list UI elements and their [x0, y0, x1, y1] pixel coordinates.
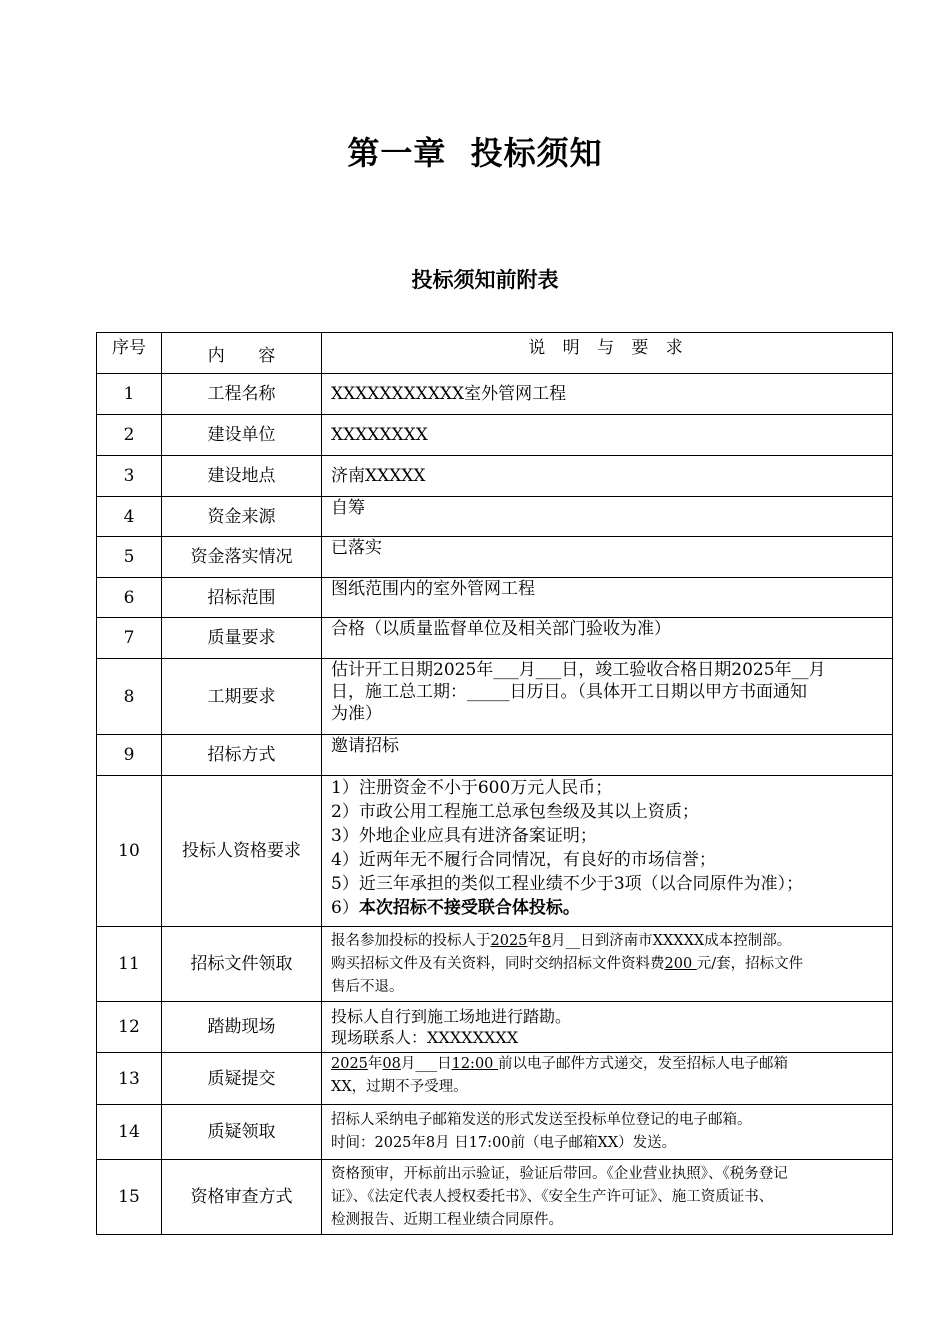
row-desc: XXXXXXXX — [322, 415, 893, 456]
row-no: 3 — [97, 456, 162, 497]
desc-line: 投标人自行到施工场地进行踏勘。 — [331, 1007, 572, 1026]
table-row — [97, 659, 893, 735]
table-row — [97, 1105, 893, 1160]
row-desc: 合格（以质量监督单位及相关部门验收为准） — [322, 618, 893, 659]
desc-text: 购买招标文件及有关资料，同时交纳招标文件资料费 — [331, 955, 665, 972]
row-item: 招标方式 — [162, 735, 322, 776]
row-item: 资金落实情况 — [162, 537, 322, 578]
desc-underline: 2025 — [490, 932, 528, 949]
row-desc — [322, 776, 893, 927]
row-no: 6 — [97, 578, 162, 618]
table-row — [97, 456, 893, 497]
desc-line: 现场联系人：XXXXXXXX — [331, 1028, 519, 1047]
row-desc — [322, 1160, 893, 1235]
row-desc — [322, 1105, 893, 1160]
desc-bold-prefix: 6） — [331, 898, 359, 918]
desc-line: 3）外地企业应具有进济备案证明； — [331, 826, 597, 846]
desc-text: 报名参加投标的投标人于 — [331, 932, 491, 949]
row-desc: 自筹 — [322, 497, 893, 537]
desc-underline: 8 — [541, 932, 552, 949]
desc-line: 售后不退。 — [331, 978, 404, 995]
row-item: 质量要求 — [162, 618, 322, 659]
row-no: 12 — [97, 1002, 162, 1053]
desc-bold-text: 本次招标不接受联合体投标。 — [358, 898, 580, 918]
desc-line — [331, 953, 886, 976]
table-row — [97, 578, 893, 618]
desc-text: 年 — [527, 932, 542, 949]
table-header-row — [97, 333, 893, 374]
row-item: 工期要求 — [162, 659, 322, 735]
row-item: 工程名称 — [162, 374, 322, 415]
row-item: 资金来源 — [162, 497, 322, 537]
desc-line: 招标人采纳电子邮箱发送的形式发送至投标单位登记的电子邮箱。 — [331, 1112, 752, 1128]
row-desc — [322, 1053, 893, 1105]
desc-line: 2）市政公用工程施工总承包叁级及其以上资质； — [331, 802, 699, 822]
row-item: 建设地点 — [162, 456, 322, 497]
header-item — [162, 333, 322, 374]
table-row — [97, 374, 893, 415]
desc-underline: 12:00 — [451, 1056, 499, 1072]
row-no: 1 — [97, 374, 162, 415]
row-desc: XXXXXXXXXXX室外管网工程 — [322, 374, 893, 415]
header-desc: 说 明 与 要 求 — [322, 333, 893, 374]
desc-line — [331, 896, 886, 920]
table-row — [97, 735, 893, 776]
desc-line: 日，施工总工期：_____日历日。（具体开工日期以甲方书面通知 — [331, 682, 807, 702]
row-no: 4 — [97, 497, 162, 537]
desc-line: 资格预审，开标前出示验证，验证后带回。《企业营业执照》、《税务登记 — [331, 1165, 788, 1182]
table-row — [97, 618, 893, 659]
row-desc: 济南XXXXX — [322, 456, 893, 497]
row-no: 14 — [97, 1105, 162, 1160]
table-row — [97, 776, 893, 927]
header-no: 序号 — [97, 333, 162, 374]
row-no: 9 — [97, 735, 162, 776]
desc-text: 元/套，招标文件 — [696, 955, 804, 972]
header-item-text: 内 容 — [207, 346, 290, 366]
desc-line: 估计开工日期2025年___月___日，竣工验收合格日期2025年__月 — [331, 660, 826, 680]
row-desc — [322, 927, 893, 1002]
desc-line — [331, 1053, 886, 1076]
row-item: 资格审查方式 — [162, 1160, 322, 1235]
table-row — [97, 1002, 893, 1053]
table-row — [97, 415, 893, 456]
desc-line: 证》、《法定代表人授权委托书》、《安全生产许可证》、施工资质证书、 — [331, 1188, 774, 1205]
desc-underline: 08 — [382, 1056, 401, 1072]
row-desc: 邀请招标 — [322, 735, 893, 776]
desc-line: XX，过期不予受理。 — [331, 1079, 468, 1095]
row-item: 投标人资格要求 — [162, 776, 322, 927]
row-item: 质疑提交 — [162, 1053, 322, 1105]
desc-line: 为准） — [331, 704, 382, 724]
row-no: 7 — [97, 618, 162, 659]
table-row — [97, 497, 893, 537]
row-no: 13 — [97, 1053, 162, 1105]
row-no: 10 — [97, 776, 162, 927]
row-desc: 已落实 — [322, 537, 893, 578]
table-row — [97, 1053, 893, 1105]
row-item: 招标范围 — [162, 578, 322, 618]
row-no: 8 — [97, 659, 162, 735]
desc-text: 前以电子邮件方式递交，发至招标人电子邮箱 — [498, 1056, 789, 1072]
desc-underline: 200 — [664, 955, 697, 972]
desc-text: 年 — [367, 1056, 383, 1072]
table-row — [97, 927, 893, 1002]
row-item: 招标文件领取 — [162, 927, 322, 1002]
desc-line: 检测报告、近期工程业绩合同原件。 — [331, 1211, 563, 1228]
row-desc: 图纸范围内的室外管网工程 — [322, 578, 893, 618]
row-desc — [322, 659, 893, 735]
desc-line — [331, 930, 886, 953]
desc-line: 4）近两年无不履行合同情况，有良好的市场信誉； — [331, 850, 716, 870]
desc-line: 5）近三年承担的类似工程业绩不少于3项（以合同原件为准）； — [331, 874, 804, 894]
table-title: 投标须知前附表 — [411, 268, 559, 292]
row-item: 踏勘现场 — [162, 1002, 322, 1053]
row-no: 11 — [97, 927, 162, 1002]
row-no: 15 — [97, 1160, 162, 1235]
desc-line: 1）注册资金不小于600万元人民币； — [331, 778, 613, 798]
row-item: 建设单位 — [162, 415, 322, 456]
table-row — [97, 1160, 893, 1235]
desc-line: 时间：2025年8月 日17:00前（电子邮箱XX）发送。 — [331, 1135, 677, 1151]
desc-underline: 2025 — [331, 1056, 368, 1072]
row-no: 2 — [97, 415, 162, 456]
bid-instructions-table — [96, 332, 893, 1235]
row-no: 5 — [97, 537, 162, 578]
desc-text: 月__日到济南市XXXXX成本控制部。 — [551, 932, 792, 949]
row-item: 质疑领取 — [162, 1105, 322, 1160]
row-desc — [322, 1002, 893, 1053]
table-row — [97, 537, 893, 578]
desc-text: 月___日 — [400, 1056, 452, 1072]
chapter-title: 第一章 投标须知 — [347, 134, 603, 172]
